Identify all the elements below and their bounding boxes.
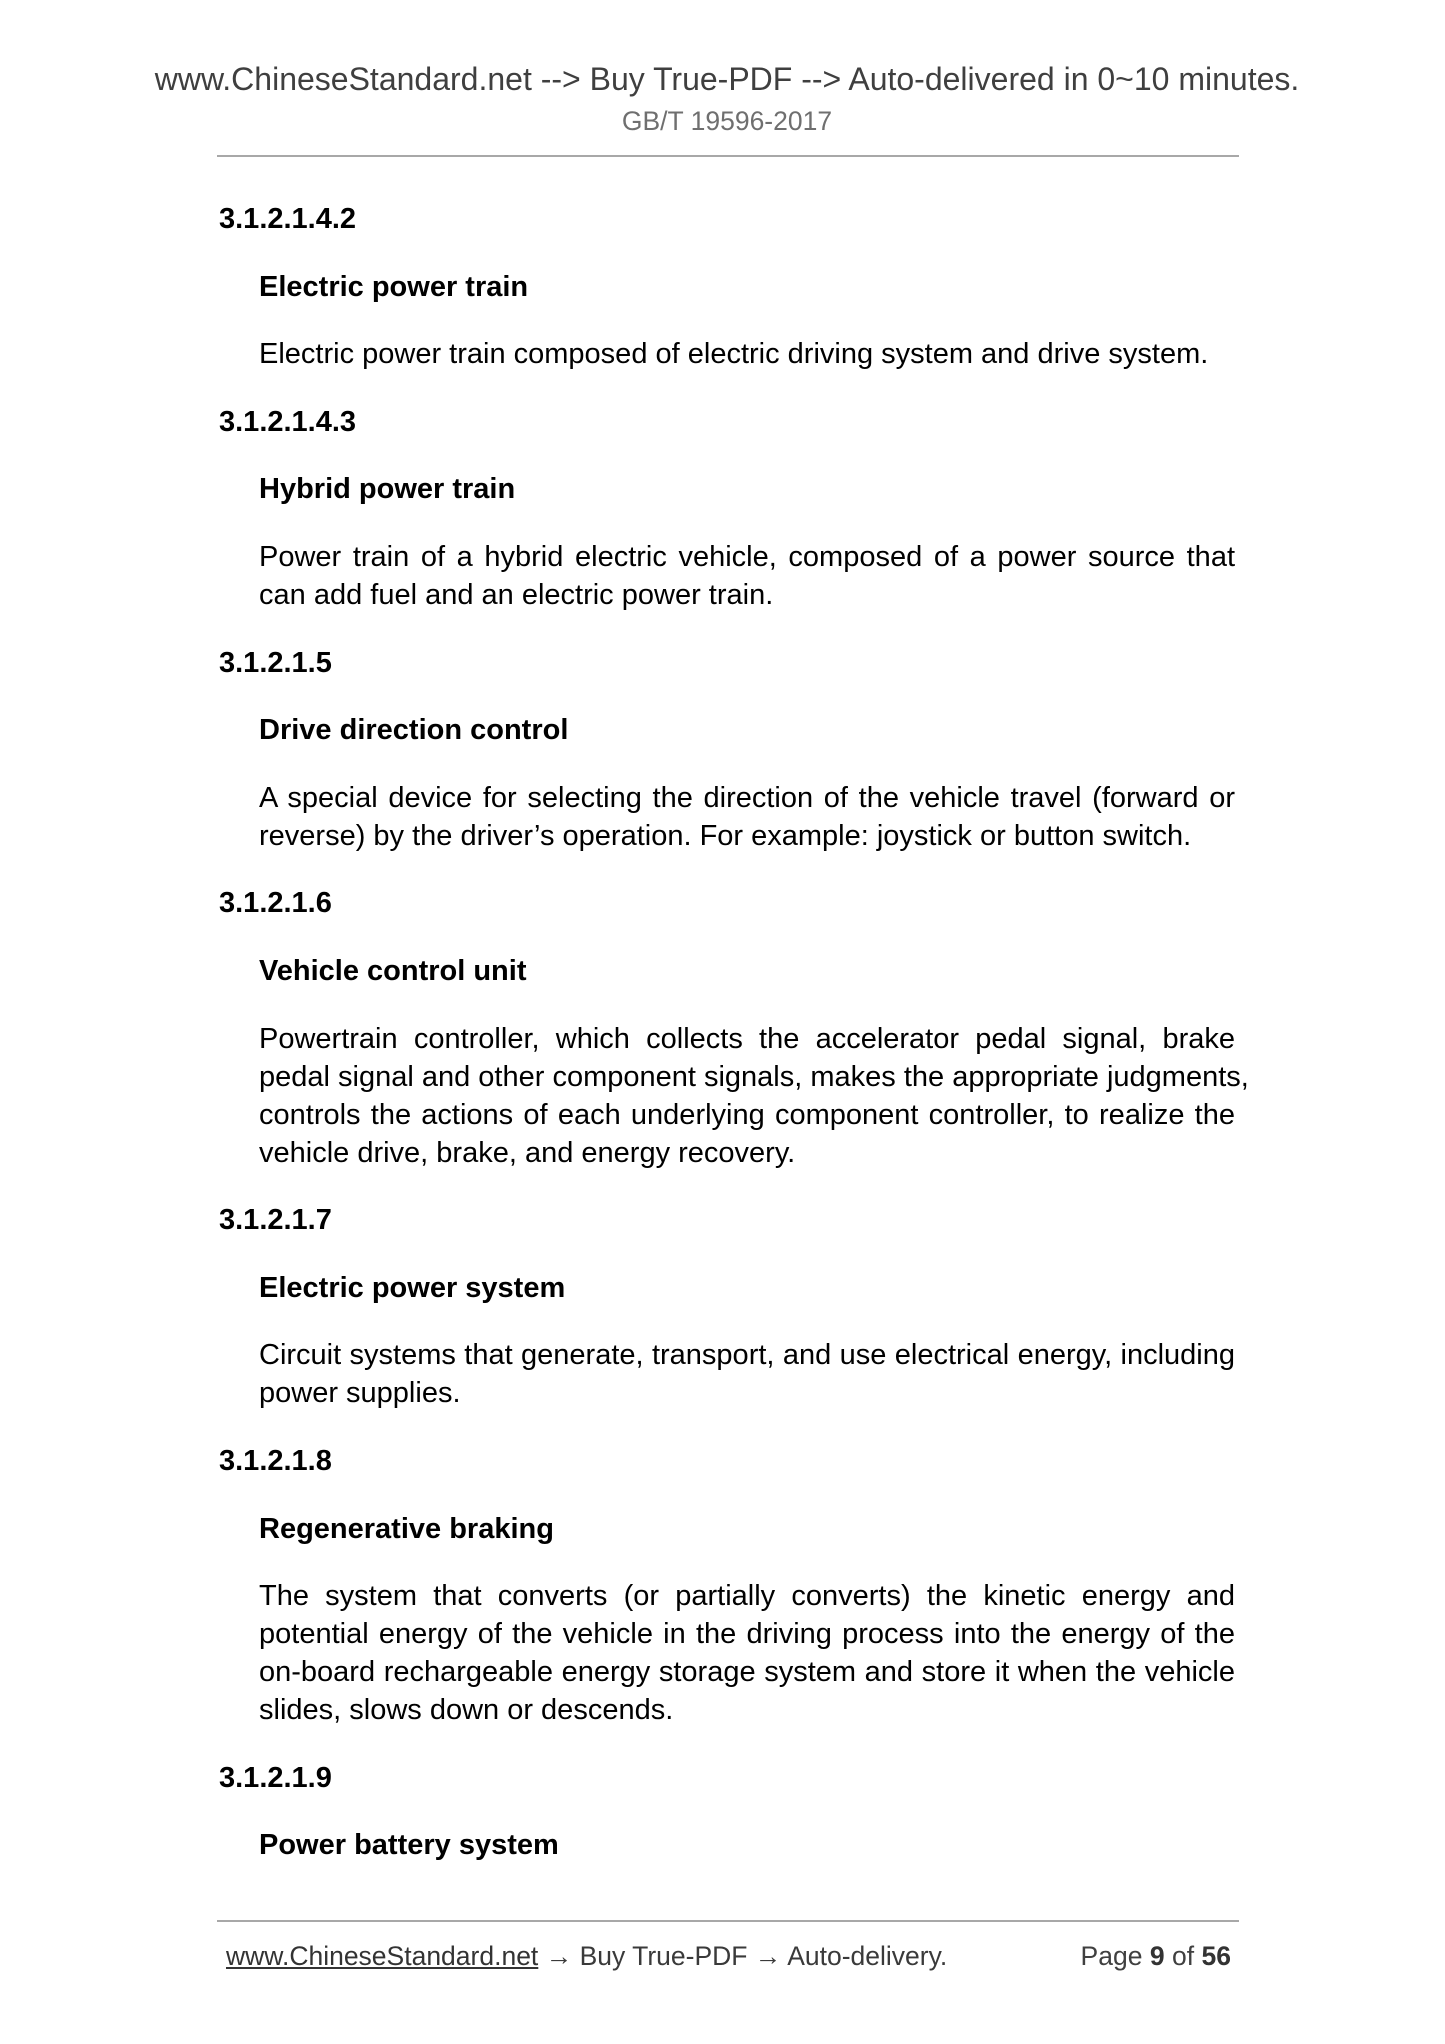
term-title: Regenerative braking: [259, 1512, 554, 1545]
header-banner: www.ChineseStandard.net --> Buy True-PDF --> Auto-delivered in 0~10 minutes.: [154, 61, 1300, 97]
term-definition: [259, 779, 1235, 855]
term-title: Vehicle control unit: [259, 954, 527, 987]
page-indicator: [1081, 1937, 1231, 1975]
term-definition: [259, 335, 1235, 373]
definition-line: A special device for selecting the direction of the vehicle travel (forward or: [259, 781, 1235, 814]
definition-line: slides, slows down or descends.: [259, 1694, 674, 1727]
term-definition: [259, 538, 1235, 614]
definition-line: Powertrain controller, which collects the accelerator pedal signal, brake: [259, 1022, 1235, 1055]
term-entry: [0, 403, 1445, 614]
term-number: 3.1.2.1.6: [219, 887, 332, 920]
term-number: 3.1.2.1.8: [219, 1444, 332, 1477]
definition-line: pedal signal and other component signals, makes the appropriate judgments,: [259, 1060, 1249, 1093]
definition-line: vehicle drive, brake, and energy recovery.: [259, 1136, 796, 1169]
term-entry: [0, 1201, 1445, 1412]
definition-line: power supplies.: [259, 1377, 461, 1410]
term-definition: [259, 1336, 1235, 1412]
term-number: 3.1.2.1.7: [219, 1204, 332, 1237]
term-entry: [0, 200, 1445, 373]
document-body: [0, 200, 1445, 1894]
definition-line: can add fuel and an electric power train.: [259, 578, 774, 611]
term-title: Electric power system: [259, 1271, 566, 1304]
page-footer: [0, 1937, 1445, 1975]
definition-line: Circuit systems that generate, transport, and use electrical energy, including: [259, 1339, 1235, 1372]
footer-site-link[interactable]: www.ChineseStandard.net: [226, 1941, 539, 1971]
page-total: 56: [1201, 1941, 1231, 1971]
definition-line: reverse) by the driver’s operation. For example: joystick or button switch.: [259, 819, 1192, 852]
term-number: 3.1.2.1.9: [219, 1761, 332, 1794]
term-title: Hybrid power train: [259, 473, 516, 506]
term-definition: [259, 1020, 1249, 1172]
footer-promo: [226, 1937, 947, 1975]
definition-line: controls the actions of each underlying component controller, to realize the: [259, 1098, 1235, 1131]
term-title: Drive direction control: [259, 714, 569, 747]
footer-divider: [217, 1920, 1239, 1922]
definition-line: The system that converts (or partially converts) the kinetic energy and: [259, 1580, 1235, 1613]
footer-tagline: → Buy True-PDF → Auto-delivery.: [545, 1941, 948, 1971]
term-title: Electric power train: [259, 270, 529, 303]
term-number: 3.1.2.1.5: [219, 646, 332, 679]
standard-code: GB/T 19596-2017: [621, 106, 833, 136]
term-number: 3.1.2.1.4.2: [219, 203, 357, 235]
definition-line: Power train of a hybrid electric vehicle, composed of a power source that: [259, 540, 1235, 573]
header-divider: [217, 155, 1239, 157]
definition-line: on-board rechargeable energy storage system and store it when the vehicle: [259, 1656, 1235, 1689]
term-definition: [259, 1577, 1235, 1729]
page-number: 9: [1149, 1941, 1165, 1971]
page-label: Page: [1080, 1941, 1143, 1971]
term-entry: [0, 1442, 1445, 1729]
term-title: Power battery system: [259, 1829, 559, 1862]
definition-line: potential energy of the vehicle in the driving process into the energy of the: [259, 1618, 1235, 1651]
term-number: 3.1.2.1.4.3: [219, 405, 357, 438]
page-of-label: of: [1172, 1941, 1195, 1971]
term-entry: [0, 644, 1445, 855]
term-entry: [0, 1759, 1445, 1865]
definition-line: Electric power train composed of electric driving system and drive system.: [259, 338, 1209, 371]
term-entry: [0, 884, 1445, 1171]
